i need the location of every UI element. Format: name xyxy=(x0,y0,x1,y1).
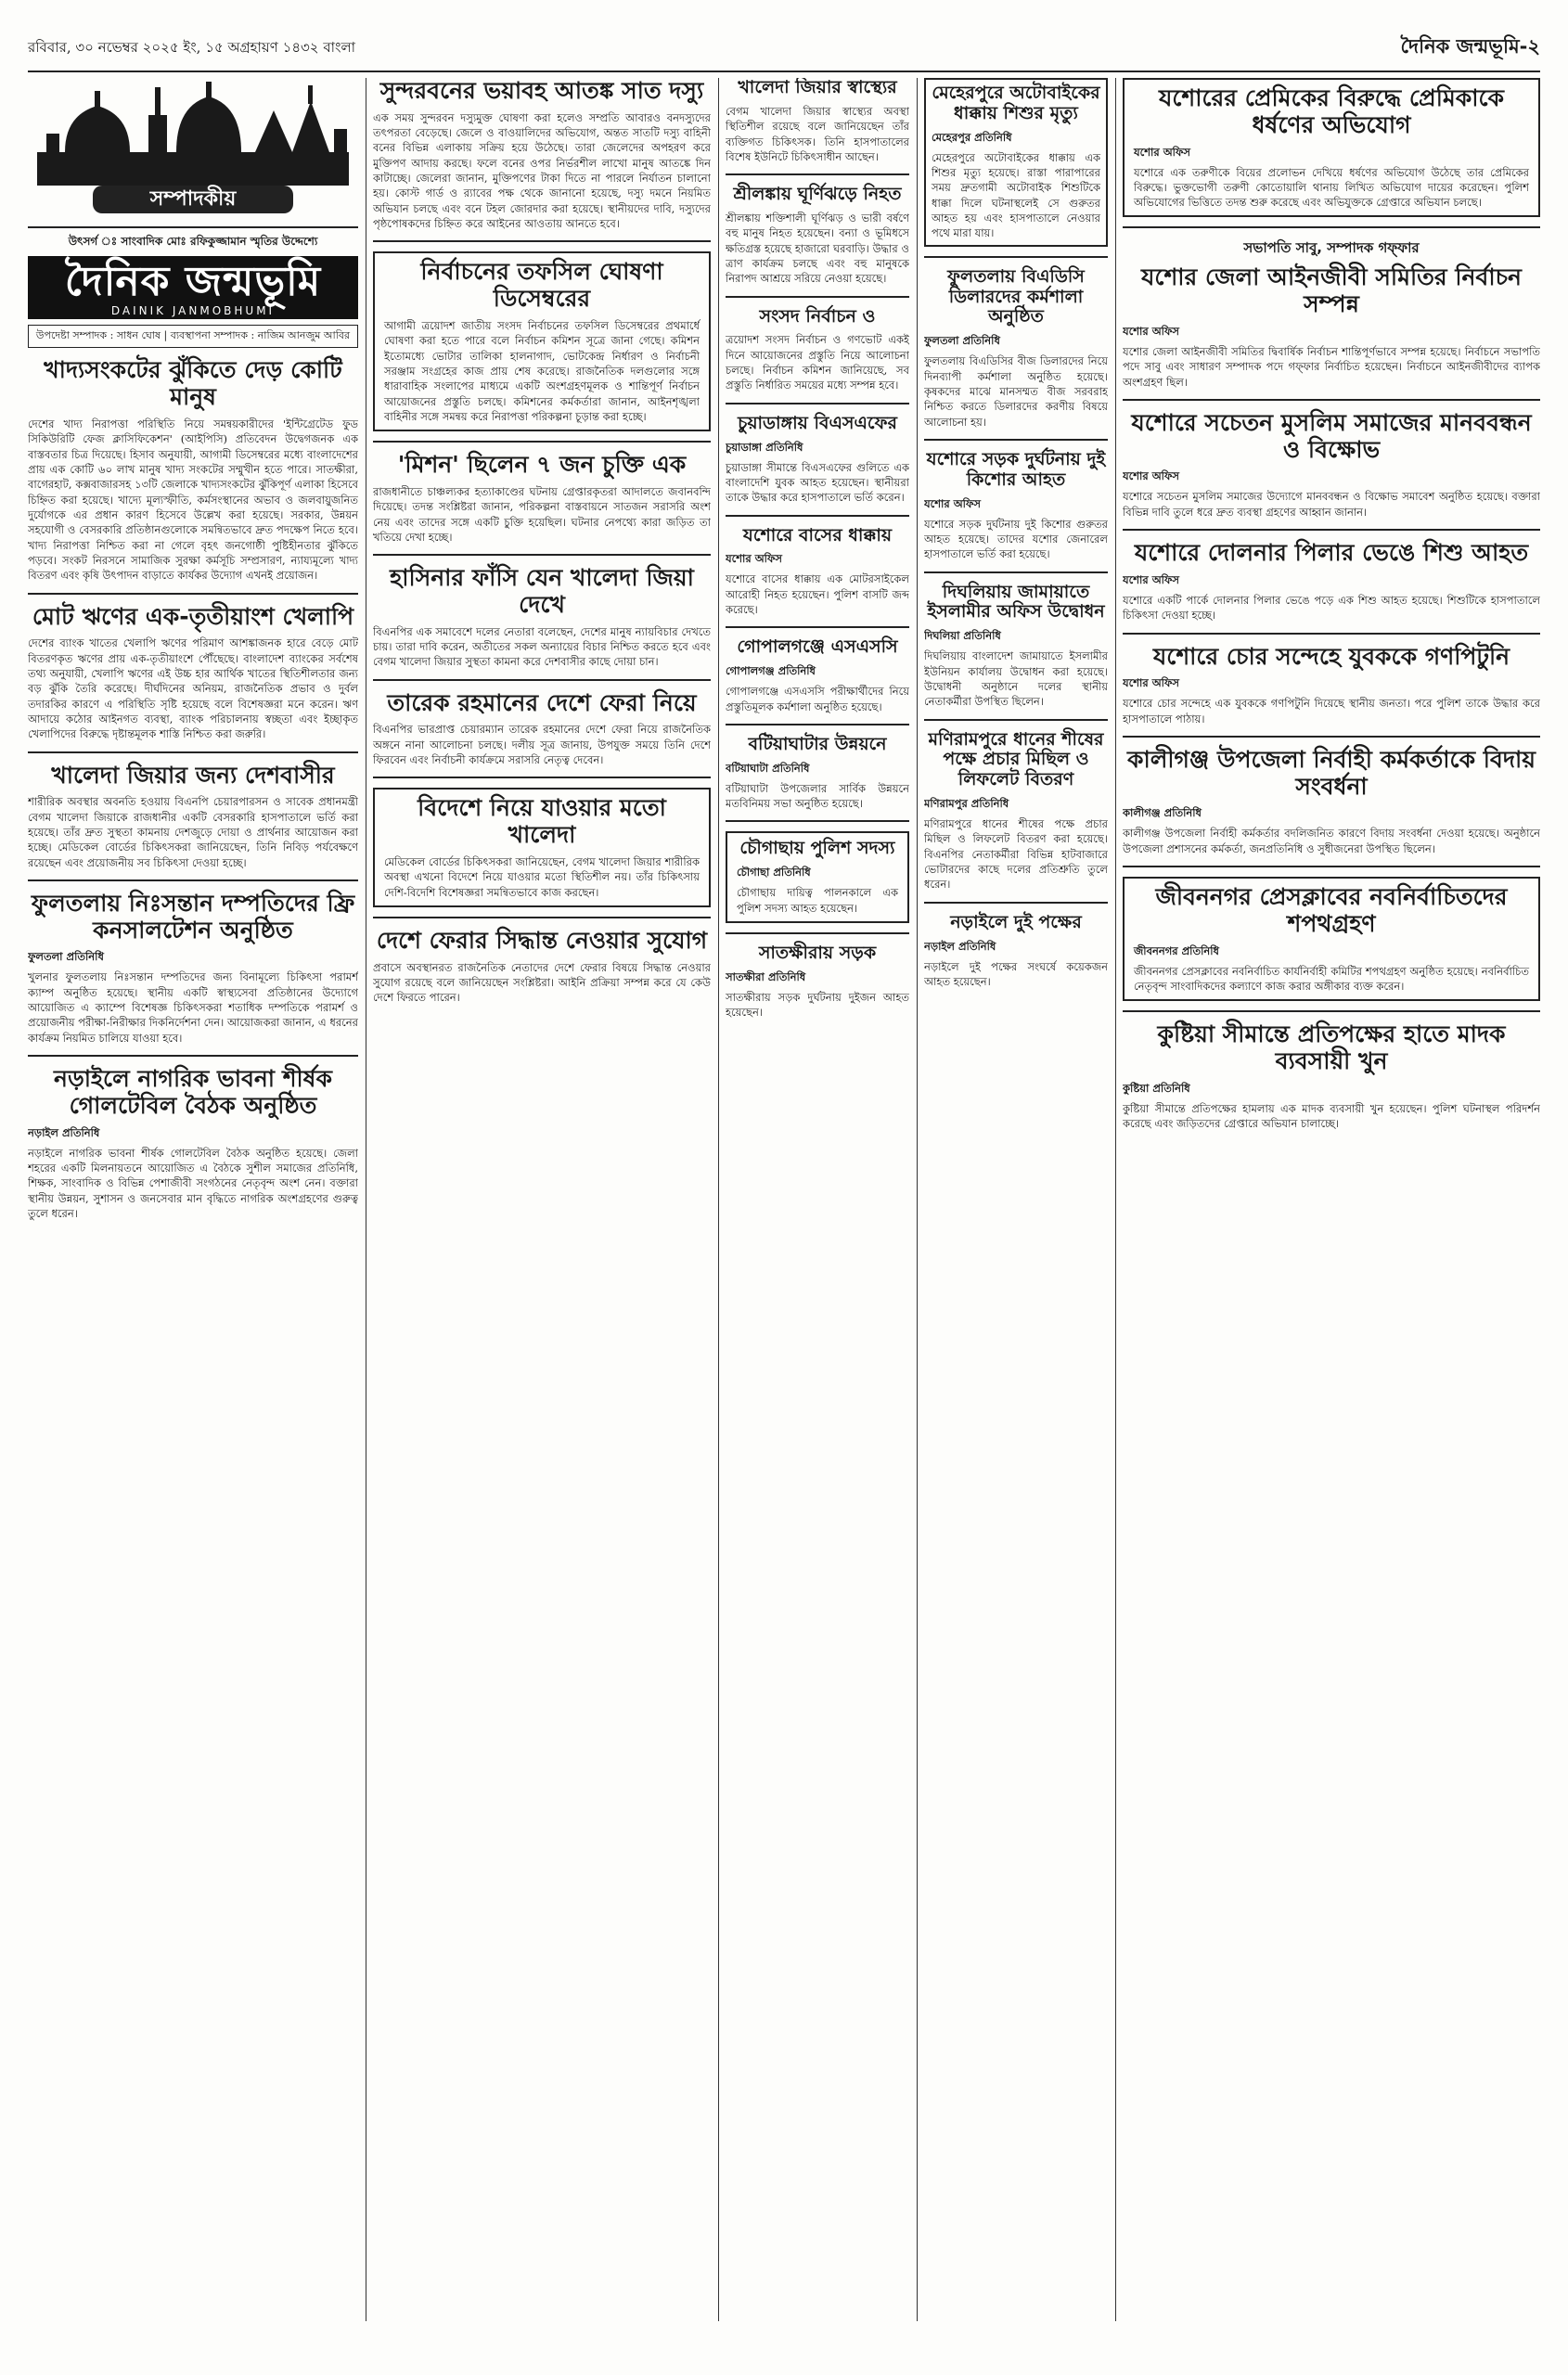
article xyxy=(1123,877,1540,1001)
column-2 xyxy=(373,78,711,2321)
column-rule xyxy=(718,78,719,2321)
headline: কুষ্টিয়া সীমান্তে প্রতিপক্ষের হাতে মাদক ব্যবসায়ী খুন xyxy=(1157,1021,1506,1074)
article-body: শ্রীলঙ্কায় শক্তিশালী ঘূর্ণিঝড় ও ভারী বর্ষণে বহু মানুষ নিহত হয়েছেন। বন্যা ও ভূমিধসে ক্ষতিগ্রস্ত হয়েছে হাজারো ঘরবাড়ি। উদ্ধার ও ত্রাণ কার্যক্রম চলছে এবং বহু মানুষকে নিরাপদ আশ্রয়ে সরিয়ে নেওয়া হয়েছে। xyxy=(726,212,909,286)
headline: কালীগঞ্জ উপজেলা নির্বাহী কর্মকর্তাকে বিদায় সংবর্ধনা xyxy=(1127,745,1536,800)
byline: গোপালগঞ্জ প্রতিনিধি xyxy=(726,664,816,678)
byline: ফুলতলা প্রতিনিধি xyxy=(28,950,104,964)
headline: নির্বাচনের তফসিল ঘোষণা ডিসেম্বরের xyxy=(420,258,663,313)
headline: গোপালগঞ্জে এসএসসি xyxy=(737,636,898,658)
divider xyxy=(28,879,358,881)
headline: চুয়াডাঙ্গায় বিএসএফের xyxy=(738,412,897,433)
article xyxy=(924,730,1108,892)
article-body: চৌগাছায় দায়িত্ব পালনকালে এক পুলিশ সদস্য আহত হয়েছেন। xyxy=(737,886,898,915)
article-body: বিএনপির ভারপ্রাপ্ত চেয়ারম্যান তারেক রহমানের দেশে ফেরা নিয়ে রাজনৈতিক অঙ্গনে নানা আলোচনা চলছে। দলীয় সূত্র জানায়, উপযুক্ত সময়ে তিনি দেশে ফিরবেন এবং নির্বাচনী কার্যক্রমে সরাসরি নেতৃত্ব দেবেন। xyxy=(373,723,711,767)
headline: ফুলতলায় নিঃসন্তান দম্পতিদের ফ্রি কনসালটেশন অনুষ্ঠিত xyxy=(31,889,355,944)
headline: যশোরে সড়ক দুর্ঘটনায় দুই কিশোর আহত xyxy=(926,448,1106,490)
divider xyxy=(726,626,909,628)
divider xyxy=(726,515,909,517)
divider xyxy=(726,724,909,725)
article-body: প্রবাসে অবস্থানরত রাজনৈতিক নেতাদের দেশে ফেরার বিষয়ে সিদ্ধান্ত নেওয়ার সুযোগ রয়েছে বলে জানিয়েছেন সংশ্লিষ্টরা। আইনি প্রক্রিয়া সম্পন্ন করে যে কেউ দেশে ফিরতে পারেন। xyxy=(373,960,711,1005)
divider xyxy=(373,240,711,242)
date-line: রবিবার, ৩০ নভেম্বর ২০২৫ ইং, ১৫ অগ্রহায়ণ ১৪৩২ বাংলা xyxy=(28,39,356,56)
article xyxy=(726,637,909,714)
byline: কুষ্টিয়া প্রতিনিধি xyxy=(1123,1081,1190,1095)
headline: নড়াইলে দুই পক্ষের xyxy=(950,911,1082,932)
article xyxy=(726,78,909,164)
divider xyxy=(1123,1010,1540,1012)
article xyxy=(726,735,909,812)
article-body: দিঘলিয়ায় বাংলাদেশ জামায়াতে ইসলামীর ইউনিয়ন কার্যালয় উদ্বোধন করা হয়েছে। উদ্বোধনী অনুষ্ঠানে দলের স্থানীয় নেতাকর্মীরা উপস্থিত ছিলেন। xyxy=(924,649,1108,709)
headline: যশোরে দোলনার পিলার ভেঙে শিশু আহত xyxy=(1134,539,1529,567)
article-body: যশোরে চোর সন্দেহে এক যুবককে গণপিটুনি দিয়েছে স্থানীয় জনতা। পরে পুলিশ তাকে উদ্ধার করে হাসপাতালে পাঠায়। xyxy=(1123,697,1540,725)
headline: খালেদা জিয়ার জন্য দেশবাসীর xyxy=(51,761,335,789)
article xyxy=(373,78,711,231)
byline: জীবননগর প্রতিনিধি xyxy=(1134,944,1219,957)
article-body: আগামী ত্রয়োদশ জাতীয় সংসদ নির্বাচনের তফসিল ডিসেম্বরের প্রথমার্ধে ঘোষণা করা হতে পারে বলে নির্বাচন কমিশন সূত্রে জানা গেছে। কমিশন ইতোমধ্যে ভোটার তালিকা হালনাগাদ, ভোটকেন্দ্র নির্ধারণ ও নির্বাচনী সরঞ্জাম সংগ্রহের কাজ প্রায় শেষ করেছে। রাজনৈতিক দলগুলোর সঙ্গে ধারাবাহিক সংলাপের মাধ্যমে একটি অংশগ্রহণমূলক ও শান্তিপূর্ণ নির্বাচন আয়োজনের প্রস্তুতি চলছে। কমিশনের কর্মকর্তারা জানান, আইনশৃঙ্খলা বাহিনীর সঙ্গে সমন্বয় করে নিরাপত্তা পরিকল্পনা চূড়ান্ত করা হচ্ছে। xyxy=(384,318,700,423)
article xyxy=(373,788,711,906)
article xyxy=(373,690,711,768)
article xyxy=(924,583,1108,710)
headline: মোট ঋণের এক-তৃতীয়াংশ খেলাপি xyxy=(32,602,354,630)
article-body: যশোরে সড়ক দুর্ঘটনায় দুই কিশোর গুরুতর আহত হয়েছে। তাদের যশোর জেনারেল হাসপাতালে ভর্তি করা হয়েছে। xyxy=(924,517,1108,561)
headline: তারেক রহমানের দেশে ফেরা নিয়ে xyxy=(387,688,697,716)
article xyxy=(924,267,1108,430)
article xyxy=(1123,78,1540,217)
divider xyxy=(924,256,1108,258)
byline: যশোর অফিস xyxy=(924,496,981,510)
page-header xyxy=(28,28,1540,72)
byline: চুয়াডাঙ্গা প্রতিনিধি xyxy=(726,440,803,454)
column-4 xyxy=(924,78,1108,2321)
headline: যশোর জেলা আইনজীবী সমিতির নির্বাচন সম্পন্ন xyxy=(1141,263,1522,318)
byline: নড়াইল প্রতিনিধি xyxy=(924,939,996,953)
article xyxy=(1123,540,1540,623)
headline: যশোরের প্রেমিকের বিরুদ্ধে প্রেমিকাকে ধর্ষণের অভিযোগ xyxy=(1158,84,1504,138)
divider xyxy=(726,820,909,822)
byline: কালীগঞ্জ প্রতিনিধি xyxy=(1123,806,1202,820)
divider xyxy=(726,403,909,404)
article-body: দেশের খাদ্য নিরাপত্তা পরিস্থিতি নিয়ে সমন্বয়কারীদের 'ইন্টিগ্রেটেড ফুড সিকিউরিটি ফেজ ক্লাসিফিকেশন' (আইপিসি) প্রতিবেদন উদ্বেগজনক এক বাস্তবতার চিত্র দিয়েছে। হিসাব অনুযায়ী, আগামী ডিসেম্বরের মধ্যে বাংলাদেশের প্রায় এক কোটি ৬০ লাখ মানুষ খাদ্য সংকটের সম্মুখীন হতে পারে। সাতক্ষীরা, বাগেরহাট, কক্সবাজারসহ ১৩টি জেলাকে খাদ্যসংকটের ঝুঁকিপূর্ণ এলাকা হিসেবে চিহ্নিত করা হয়েছে। খাদ্যে মূল্যস্ফীতি, কর্মসংস্থানের অভাব ও জলবায়ুজনিত দুর্যোগকে এর প্রধান কারণ হিসেবে উল্লেখ করা হয়েছে। সরকার, উন্নয়ন সহযোগী ও বেসরকারি প্রতিষ্ঠানগুলোকে সমন্বিতভাবে দ্রুত পদক্ষেপ নিতে হবে। খাদ্য নিরাপত্তা নিশ্চিত করা না গেলে বৃহৎ জনগোষ্ঠী পুষ্টিহীনতার ঝুঁকিতে পড়বে। সংকট নিরসনে সামাজিক সুরক্ষা কর্মসূচি সম্প্রসারণ, ন্যায্যমূল্যে খাদ্য বিতরণ এবং কৃষি উৎপাদন বাড়াতে কার্যকর উদ্যোগ এখনই প্রয়োজন। xyxy=(28,417,358,583)
divider xyxy=(373,777,711,778)
divider xyxy=(28,751,358,753)
headline: মেহেরপুরে অটোবাইকের ধাক্কায় শিশুর মৃত্যু xyxy=(932,83,1100,123)
byline: মণিরামপুর প্রতিনিধি xyxy=(924,797,1009,811)
divider xyxy=(373,441,711,443)
page-label: দৈনিক জন্মভূমি-২ xyxy=(1400,35,1540,58)
dedication: উৎসর্গ ঃ সাংবাদিক মোঃ রফিকুজ্জামান স্মৃতির উদ্দেশ্যে xyxy=(68,235,318,248)
article-body: রাজধানীতে চাঞ্চল্যকর হত্যাকাণ্ডের ঘটনায় গ্রেপ্তারকৃতরা আদালতে জবানবন্দি দিয়েছে। তদন্ত সংশ্লিষ্টরা জানান, পরিকল্পনা বাস্তবায়নে সাতজন সরাসরি অংশ নেয় এবং তাদের সঙ্গে একটি চুক্তি হয়েছিল। ঘটনার নেপথ্যে কারা জড়িত তা খতিয়ে দেখা হচ্ছে। xyxy=(373,484,711,544)
article xyxy=(1123,1021,1540,1131)
divider xyxy=(28,1055,358,1057)
article-body: যশোরে বাসের ধাক্কায় এক মোটরসাইকেল আরোহী নিহত হয়েছেন। পুলিশ বাসটি জব্দ করেছে। xyxy=(726,572,909,617)
article-body: যশোর জেলা আইনজীবী সমিতির দ্বিবার্ষিক নির্বাচন শান্তিপূর্ণভাবে সম্পন্ন হয়েছে। নির্বাচনে সভাপতি পদে সাবু এবং সাধারণ সম্পাদক পদে গফ্ফার নির্বাচিত হয়েছেন। নির্বাচনে আইনজীবীদের ব্যাপক অংশগ্রহণ ছিল। xyxy=(1123,344,1540,389)
byline: দিঘলিয়া প্রতিনিধি xyxy=(924,629,1001,643)
article-body: ত্রয়োদশ সংসদ নির্বাচন ও গণভোট একই দিনে আয়োজনের প্রস্তুতি নিয়ে আলোচনা চলছে। নির্বাচন কমিশন জানিয়েছে, সব প্রস্তুতি নির্ধারিত সময়ের মধ্যে সম্পন্ন হবে। xyxy=(726,333,909,392)
article-body: যশোরে এক তরুণীকে বিয়ের প্রলোভন দেখিয়ে ধর্ষণের অভিযোগ উঠেছে তার প্রেমিকের বিরুদ্ধে। ভুক্তভোগী তরুণী কোতোয়ালি থানায় লিখিত অভিযোগ দায়ের করেছেন। পুলিশ অভিযোগের ভিত্তিতে তদন্ত শুরু করেছে এবং অভিযুক্তকে গ্রেপ্তারে অভিযান চলছে। xyxy=(1134,165,1529,210)
article-body: জীবননগর প্রেসক্লাবের নবনির্বাচিত কার্যনির্বাহী কমিটির শপথগ্রহণ অনুষ্ঠিত হয়েছে। নবনির্বাচিত নেতৃবৃন্দ সাংবাদিকদের কল্যাণে কাজ করার অঙ্গীকার ব্যক্ত করেন। xyxy=(1134,964,1529,993)
editorial-banner xyxy=(28,78,358,228)
headline: বটিয়াঘাটার উন্নয়নে xyxy=(748,733,887,754)
divider xyxy=(924,719,1108,721)
article xyxy=(1123,644,1540,726)
headline: 'মিশন' ছিলেন ৭ জন চুক্তি এক xyxy=(397,451,687,479)
headline: দিঘলিয়ায় জামায়াতে ইসলামীর অফিস উদ্বোধন xyxy=(927,581,1105,623)
divider xyxy=(924,439,1108,441)
column-1 xyxy=(28,78,358,2321)
byline: সাতক্ষীরা প্রতিনিধি xyxy=(726,969,806,983)
article xyxy=(726,307,909,393)
article-body: কুষ্টিয়া সীমান্তে প্রতিপক্ষের হামলায় এক মাদক ব্যবসায়ী খুন হয়েছেন। পুলিশ ঘটনাস্থল পরিদর্শন করেছে এবং জড়িতদের গ্রেপ্তারে অভিযান চালাচ্ছে। xyxy=(1123,1101,1540,1131)
divider xyxy=(726,173,909,175)
article-body: মণিরামপুরে ধানের শীষের পক্ষে প্রচার মিছিল ও লিফলেট বিতরণ করা হয়েছে। বিএনপির নেতাকর্মীরা বিভিন্ন হাটবাজারে ভোটারদের কাছে দলের প্রতিশ্রুতি তুলে ধরেন। xyxy=(924,817,1108,892)
headline: দেশে ফেরার সিদ্ধান্ত নেওয়ার সুযোগ xyxy=(376,926,708,954)
article-body: নড়াইলে নাগরিক ভাবনা শীর্ষক গোলটেবিল বৈঠক অনুষ্ঠিত হয়েছে। জেলা শহরের একটি মিলনায়তনে আয়োজিত এ বৈঠকে সুশীল সমাজের প্রতিনিধি, শিক্ষক, সাংবাদিক ও বিভিন্ন পেশাজীবী সংগঠনের নেতৃবৃন্দ অংশ নেন। বক্তারা স্থানীয় উন্নয়ন, সুশাসন ও জনসেবার মান বৃদ্ধিতে নাগরিক অংশগ্রহণের গুরুত্ব তুলে ধরেন। xyxy=(28,1146,358,1220)
article xyxy=(373,565,711,669)
article-body: দেশের ব্যাংক খাতের খেলাপি ঋণের পরিমাণ আশঙ্কাজনক হারে বেড়ে মোট বিতরণকৃত ঋণের প্রায় এক-তৃতীয়াংশে পৌঁছেছে। বাংলাদেশ ব্যাংকের সর্বশেষ তথ্য অনুযায়ী, খেলাপি ঋণের এই উচ্চ হার আর্থিক খাতের স্থিতিশীলতার জন্য বড় ঝুঁকি তৈরি করেছে। দীর্ঘদিনের অনিয়ম, রাজনৈতিক প্রভাব ও দুর্বল তদারকির কারণে এ পরিস্থিতি সৃষ্টি হয়েছে বলে বিশেষজ্ঞরা মনে করেন। ঋণ আদায়ে কঠোর আইনগত ব্যবস্থা, ব্যাংক পরিচালনায় স্বচ্ছতা এবং ইচ্ছাকৃত খেলাপিদের বিরুদ্ধে দৃষ্টান্তমূলক শাস্তি নিশ্চিত করা জরুরি। xyxy=(28,636,358,741)
byline: ফুলতলা প্রতিনিধি xyxy=(924,334,1000,348)
headline: সংসদ নির্বাচন ও xyxy=(759,305,876,327)
headline: চৌগাছায় পুলিশ সদস্য xyxy=(739,838,895,859)
headline: যশোরে বাসের ধাক্কায় xyxy=(742,524,893,546)
article xyxy=(726,831,909,923)
article xyxy=(373,251,711,431)
divider xyxy=(1123,633,1540,635)
divider xyxy=(726,932,909,934)
divider xyxy=(924,902,1108,904)
column-rule xyxy=(917,78,918,2321)
headline: ফুলতলায় বিএডিসি ডিলারদের কর্মশালা অনুষ্ঠিত xyxy=(947,265,1085,327)
article-body: বটিয়াঘাটা উপজেলার সার্বিক উন্নয়নে মতবিনিময় সভা অনুষ্ঠিত হয়েছে। xyxy=(726,781,909,811)
article-body: যশোরে সচেতন মুসলিম সমাজের উদ্যোগে মানববন্ধন ও বিক্ষোভ সমাবেশ অনুষ্ঠিত হয়েছে। বক্তারা বিভিন্ন দাবি তুলে ধরে দ্রুত ব্যবস্থা গ্রহণের আহ্বান জানান। xyxy=(1123,490,1540,519)
article xyxy=(726,526,909,618)
article xyxy=(28,1066,358,1221)
byline: যশোর অফিস xyxy=(1123,572,1179,586)
headline: সুন্দরবনের ভয়াবহ আতঙ্ক সাত দস্যু xyxy=(379,78,704,104)
headline: নড়াইলে নাগরিক ভাবনা শীর্ষক গোলটেবিল বৈঠক অনুষ্ঠিত xyxy=(54,1065,332,1119)
article xyxy=(924,450,1108,562)
article xyxy=(924,913,1108,990)
article xyxy=(28,891,358,1046)
byline: চৌগাছা প্রতিনিধি xyxy=(737,866,811,879)
article xyxy=(1123,410,1540,520)
byline: যশোর অফিস xyxy=(1123,469,1179,483)
editorial-label: সম্পাদকীয় xyxy=(93,186,293,213)
article-body: খুলনার ফুলতলায় নিঃসন্তান দম্পতিদের জন্য বিনামূল্যে চিকিৎসা পরামর্শ ক্যাম্প অনুষ্ঠিত হয়েছে। স্থানীয় একটি স্বাস্থ্যসেবা প্রতিষ্ঠানের উদ্যোগে আয়োজিত এ ক্যাম্পে বিশেষজ্ঞ চিকিৎসকরা শতাধিক দম্পতিকে পরামর্শ ও প্রয়োজনীয় পরীক্ষা-নিরীক্ষার দিকনির্দেশনা দেন। আয়োজকরা জানান, এ ধরনের কার্যক্রম নিয়মিত চালিয়ে যাওয়া হবে। xyxy=(28,970,358,1045)
article-body: বেগম খালেদা জিয়ার স্বাস্থ্যের অবস্থা স্থিতিশীল রয়েছে বলে জানিয়েছেন তাঁর ব্যক্তিগত চিকিৎসক। তিনি হাসপাতালের বিশেষ ইউনিটে চিকিৎসাধীন আছেন। xyxy=(726,104,909,163)
headline: যশোরে চোর সন্দেহে যুবককে গণপিটুনি xyxy=(1152,642,1510,670)
article-body: নড়াইলে দুই পক্ষের সংঘর্ষে কয়েকজন আহত হয়েছেন। xyxy=(924,959,1108,988)
article xyxy=(373,928,711,1006)
divider xyxy=(373,917,711,918)
article-body: মেহেরপুরে অটোবাইকের ধাক্কায় এক শিশুর মৃত্যু হয়েছে। রাস্তা পারাপারের সময় দ্রুতগামী অটোবাইক শিশুটিকে ধাক্কা দিলে ঘটনাস্থলেই সে গুরুতর আহত হয় এবং হাসপাতালে নেওয়ার পথে মারা যায়। xyxy=(932,150,1100,240)
divider xyxy=(1123,399,1540,401)
divider xyxy=(1123,529,1540,531)
headline: শ্রীলঙ্কায় ঘূর্ণিঝড়ে নিহত xyxy=(733,184,902,205)
byline: মেহেরপুর প্রতিনিধি xyxy=(932,130,1012,144)
paper-name-en: DAINIK JANMOBHUMI xyxy=(110,304,276,318)
subheadline: সভাপতি সাবু, সম্পাদক গফ্ফার xyxy=(1243,239,1420,257)
column-5 xyxy=(1123,78,1540,2321)
byline: যশোর অফিস xyxy=(726,552,782,566)
headline: খালেদা জিয়ার স্বাস্থ্যের xyxy=(738,78,897,97)
article-body: ফুলতলায় বিএডিসির বীজ ডিলারদের নিয়ে দিনব্যাপী কর্মশালা অনুষ্ঠিত হয়েছে। কৃষকদের মাঝে মানসম্মত বীজ সরবরাহ নিশ্চিত করতে ডিলারদের করণীয় বিষয়ে আলোচনা হয়। xyxy=(924,354,1108,429)
column-rule xyxy=(1115,78,1116,2321)
mosque-temple-skyline-icon xyxy=(28,78,358,186)
article xyxy=(373,452,711,545)
article xyxy=(28,604,358,742)
headline: সাতক্ষীরায় সড়ক xyxy=(758,942,877,963)
divider xyxy=(28,593,358,595)
article-body: মেডিকেল বোর্ডের চিকিৎসকরা জানিয়েছেন, বেগম খালেদা জিয়ার শারীরিক অবস্থা এখনো বিদেশে নিয়ে যাওয়ার মতো স্থিতিশীল নয়। তাঁর চিকিৎসায় দেশি-বিদেশি বিশেষজ্ঞরা সমন্বিতভাবে কাজ করছেন। xyxy=(384,854,700,899)
divider xyxy=(373,554,711,556)
article xyxy=(1123,747,1540,856)
article-body: কালীগঞ্জ উপজেলা নির্বাহী কর্মকর্তার বদলিজনিত কারণে বিদায় সংবর্ধনা দেওয়া হয়েছে। অনুষ্ঠানে উপজেলা প্রশাসনের কর্মকর্তা, জনপ্রতিনিধি ও সুধীজনেরা উপস্থিত ছিলেন। xyxy=(1123,827,1540,855)
article-body: শারীরিক অবস্থার অবনতি হওয়ায় বিএনপি চেয়ারপারসন ও সাবেক প্রধানমন্ত্রী বেগম খালেদা জিয়াকে রাজধানীর একটি বেসরকারি হাসপাতালে ভর্তি করা হয়েছে। তাঁর দ্রুত সুস্থতা কামনায় দেশজুড়ে দোয়া ও প্রার্থনার আয়োজন করা হচ্ছে। মেডিকেল বোর্ডের চিকিৎসকরা জানিয়েছেন, তিনি নিবিড় পর্যবেক্ষণে রয়েছেন এবং প্রয়োজনীয় সব চিকিৎসা দেওয়া হচ্ছে। xyxy=(28,795,358,869)
headline: জীবননগর প্রেসক্লাবের নবনির্বাচিতদের শপথগ্রহণ xyxy=(1155,883,1508,937)
article xyxy=(924,78,1108,247)
article xyxy=(726,944,909,1021)
divider xyxy=(1123,226,1540,228)
byline: যশোর অফিস xyxy=(1123,676,1179,690)
article-body: গোপালগঞ্জে এসএসসি পরীক্ষার্থীদের নিয়ে প্রস্তুতিমূলক কর্মশালা অনুষ্ঠিত হয়েছে। xyxy=(726,685,909,713)
headline: হাসিনার ফাঁসি যেন খালেদা জিয়া দেখে xyxy=(390,564,694,618)
divider xyxy=(1123,866,1540,867)
headline: বিদেশে নিয়ে যাওয়ার মতো খালেদা xyxy=(418,794,666,849)
masthead xyxy=(28,256,358,319)
byline: নড়াইল প্রতিনিধি xyxy=(28,1125,100,1139)
divider xyxy=(373,679,711,681)
article-body: সাতক্ষীরায় সড়ক দুর্ঘটনায় দুইজন আহত হয়েছেন। xyxy=(726,990,909,1020)
divider xyxy=(726,296,909,298)
divider xyxy=(924,571,1108,573)
byline: যশোর অফিস xyxy=(1123,324,1179,338)
article xyxy=(726,185,909,286)
article xyxy=(28,357,358,583)
article xyxy=(726,414,909,506)
article-body: বিএনপির এক সমাবেশে দলের নেতারা বলেছেন, দেশের মানুষ ন্যায়বিচার দেখতে চায়। তারা দাবি করেন, অতীতের সকল অন্যায়ের বিচার নিশ্চিত করতে হবে এবং বেগম খালেদা জিয়ার সুস্থতা কামনা করে দেশবাসীর কাছে দোয়া চান। xyxy=(373,624,711,669)
article-body: এক সময় সুন্দরবন দস্যুমুক্ত ঘোষণা করা হলেও সম্প্রতি আবারও বনদস্যুদের তৎপরতা বেড়েছে। জেলে ও বাওয়ালিদের অভিযোগ, অন্তত সাতটি দস্যু বাহিনী বনের বিভিন্ন এলাকায় সক্রিয় হয়ে উঠেছে। তারা জেলেদের অপহরণ করে মুক্তিপণ আদায় করছে। ফলে বনের ওপর নির্ভরশীল লাখো মানুষ আতঙ্কে দিন কাটাচ্ছে। জেলেরা জানান, মুক্তিপণের টাকা দিতে না পারলে নির্যাতন চালানো হয়। কোস্ট গার্ড ও র‍্যাবের পক্ষ থেকে জানানো হয়েছে, দস্যু দমনে নিয়মিত অভিযান চলছে এবং বনে টহল জোরদার করা হয়েছে। স্থানীয়দের দাবি, দস্যুদের পৃষ্ঠপোষকদের চিহ্নিত করে আইনের আওতায় আনতে হবে। xyxy=(373,110,711,231)
byline: বটিয়াঘাটা প্রতিনিধি xyxy=(726,761,810,775)
headline: খাদ্যসংকটের ঝুঁকিতে দেড় কোটি মানুষ xyxy=(44,356,342,411)
article xyxy=(28,763,358,870)
paper-name-bn: দৈনিক জন্মভূমি xyxy=(64,258,322,305)
article-body: যশোরে একটি পার্কে দোলনার পিলার ভেঙে পড়ে এক শিশু আহত হয়েছে। শিশুটিকে হাসপাতালে চিকিৎসা দেওয়া হচ্ছে। xyxy=(1123,593,1540,623)
headline: মণিরামপুরে ধানের শীষের পক্ষে প্রচার মিছিল ও লিফলেট বিতরণ xyxy=(928,728,1104,790)
headline: যশোরে সচেতন মুসলিম সমাজের মানববন্ধন ও বিক্ষোভ xyxy=(1131,408,1532,463)
article-body: চুয়াডাঙ্গা সীমান্তে বিএসএফের গুলিতে এক বাংলাদেশি যুবক আহত হয়েছেন। স্থানীয়রা তাকে উদ্ধার করে হাসপাতালে ভর্তি করেন। xyxy=(726,460,909,505)
article xyxy=(1123,238,1540,389)
column-3 xyxy=(726,78,909,2321)
editors-line: উপদেষ্টা সম্পাদক : সাধন ঘোষ | ব্যবস্থাপনা সম্পাদক : নাজিম আনজুম আবির xyxy=(28,325,358,348)
byline: যশোর অফিস xyxy=(1134,145,1190,159)
divider xyxy=(1123,736,1540,738)
